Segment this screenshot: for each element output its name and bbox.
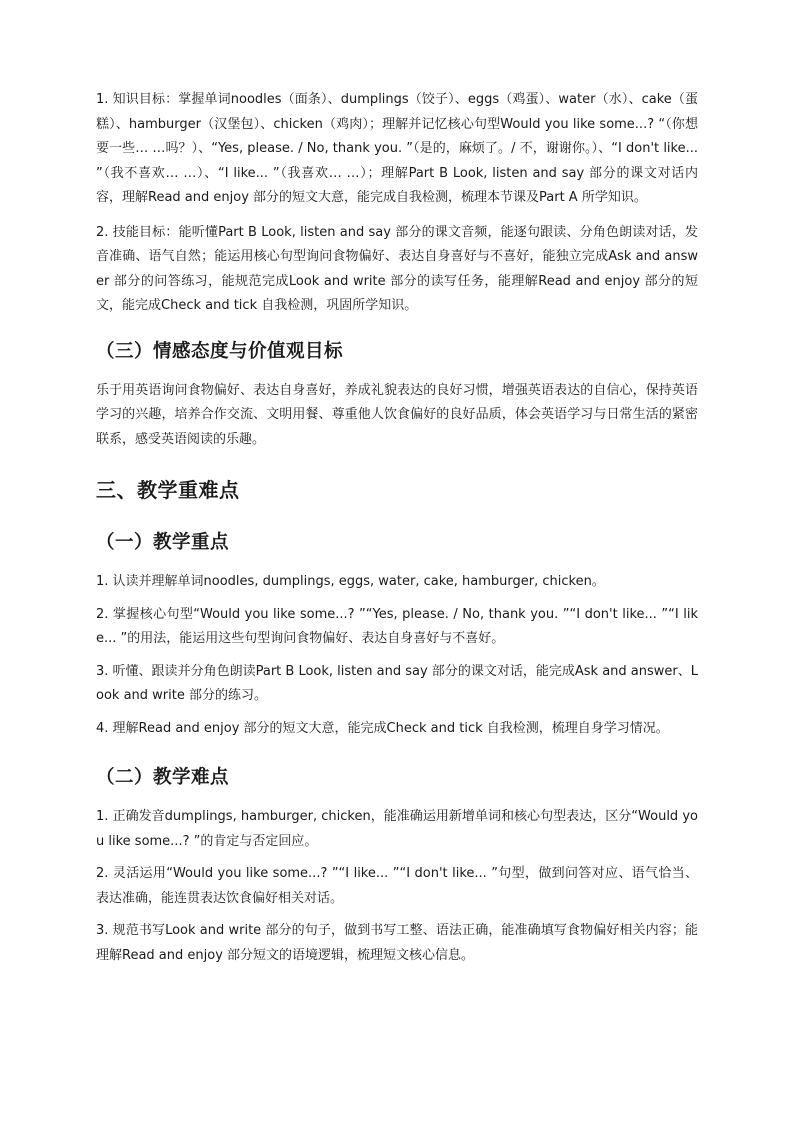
key-point-item: 2. 掌握核心句型“Would you like some...? ”“Yes, please. / No, thank you. ”“I don't like... ”“I like... ”的用法，能运用这些句型询问食物偏好、表达自身喜好与不喜好。: [96, 606, 698, 646]
difficult-point-item: 3. 规范书写Look and write 部分的句子，做到书写工整、语法正确，能准确填写食物偏好相关内容；能理解Read and enjoy 部分短文的语境逻辑，梳理短文核心信息。: [96, 923, 698, 963]
difficult-points-heading: （二）教学难点: [96, 767, 230, 788]
emotion-goal-paragraph: 乐于用英语询问食物偏好、表达自身喜好，养成礼貌表达的良好习惯，增强英语表达的自信心，保持英语学习的兴趣，培养合作交流、文明用餐、尊重他人饮食偏好的良好品质，体会英语学习与日常生活的紧密联系，感受英语阅读的乐趣。: [96, 382, 698, 447]
section-heading-key-difficult-points: 三、教学重难点: [96, 478, 240, 502]
key-point-item: 3. 听懂、跟读并分角色朗读Part B Look, listen and say 部分的课文对话，能完成Ask and answer、Look and write 部分的练习。: [96, 663, 698, 703]
difficult-point-item: 1. 正确发音dumplings, hamburger, chicken，能准确运用新增单词和核心句型表达，区分“Would you like some...? ”的肯定与否定回应。: [96, 809, 698, 849]
document-page: [96, 88, 698, 968]
emotion-goal-heading: （三）情感态度与价值观目标: [96, 340, 344, 362]
key-points-heading: （一）教学重点: [96, 532, 230, 553]
key-point-item: 1. 认读并理解单词noodles, dumplings, eggs, water, cake, hamburger, chicken。: [96, 574, 605, 589]
skill-goal-paragraph: 2. 技能目标：能听懂Part B Look, listen and say 部分的课文音频，能逐句跟读、分角色朗读对话，发音准确、语气自然；能运用核心句型询问食物偏好、表达自身喜好与不喜好，能独立完成Ask and answer 部分的问答练习，能规范完成Look and write 部分的读写任务，能理解Read and enjoy 部分的短文，能完成Check and tick 自我检测，巩固所学知识。: [96, 224, 698, 313]
knowledge-goal-paragraph: 1. 知识目标：掌握单词noodles（面条）、dumplings（饺子）、eggs（鸡蛋）、water（水）、cake（蛋糕）、hamburger（汉堡包）、chicken（鸡肉）；理解并记忆核心句型Would you like some...? “（你想要一些… …吗？）、“Yes, please. / No, thank you. ”（是的，麻烦了。/ 不，谢谢你。）、“I don't like... ”（我不喜欢… …）、“I like... ”（我喜欢… …）；理解Part B Look, listen and say 部分的课文对话内容，理解Read and enjoy 部分的短文大意，能完成自我检测，梳理本节课及Part A 所学知识。: [96, 92, 698, 205]
difficult-point-item: 2. 灵活运用“Would you like some...? ”“I like... ”“I don't like... ”句型，做到问答对应、语气恰当、表达准确，能连贯表达饮食偏好相关对话。: [96, 866, 698, 906]
key-point-item: 4. 理解Read and enjoy 部分的短文大意，能完成Check and tick 自我检测，梳理自身学习情况。: [96, 720, 669, 736]
